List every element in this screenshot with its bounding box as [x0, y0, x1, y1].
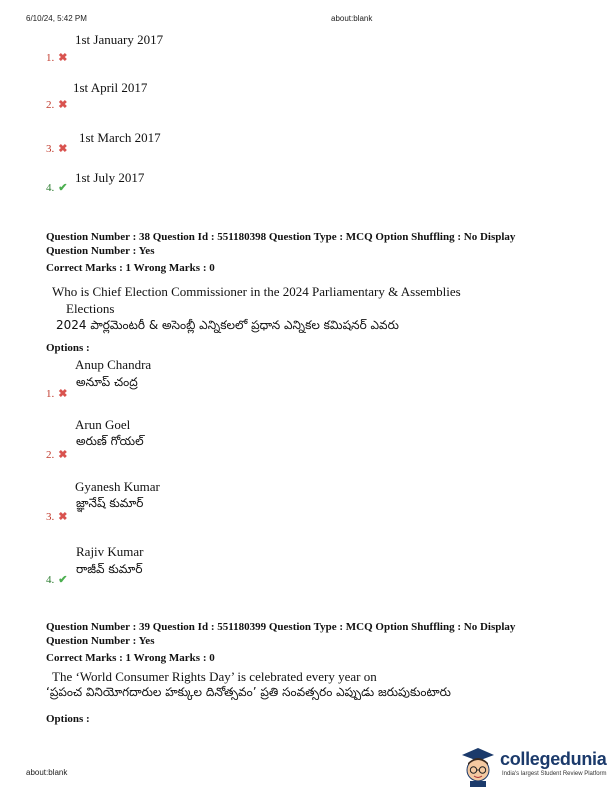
- prev-option-3-marker: [46, 139, 67, 157]
- q38-option-2-en: Arun Goel: [75, 417, 131, 432]
- cross-icon: ✖: [58, 449, 68, 461]
- student-mascot-icon: [458, 745, 498, 787]
- option-number: 2.: [46, 99, 55, 111]
- q38-option-3-en: Gyanesh Kumar: [75, 479, 160, 494]
- q38-option-3-te: జ్ఞానేష్ కుమార్: [76, 496, 144, 510]
- q38-meta-line3: Correct Marks : 1 Wrong Marks : 0: [46, 262, 215, 274]
- collegedunia-logo: [458, 745, 608, 787]
- q38-meta-line1: Question Number : 38 Question Id : 551180398 Question Type : MCQ Option Shuffling : No Display: [46, 231, 516, 243]
- prev-option-4-text: 1st July 2017: [75, 170, 145, 185]
- q38-text-en-1: Who is Chief Election Commissioner in the 2024 Parliamentary & Assemblies: [52, 284, 461, 299]
- option-number: 3.: [46, 143, 55, 155]
- print-datetime: 6/10/24, 5:42 PM: [26, 14, 87, 23]
- footer-url: about:blank: [26, 768, 68, 777]
- q38-text-te: 2024 పార్లమెంటరీ & అసెంబ్లీ ఎన్నికలలో ప్రధాన ఎన్నికల కమిషనర్ ఎవరు: [56, 318, 399, 332]
- option-number: 1.: [46, 388, 55, 400]
- q39-options-label: Options :: [46, 713, 90, 725]
- q38-option-4-te: రాజీవ్ కుమార్: [76, 562, 143, 576]
- q38-option-2-marker: [46, 445, 67, 463]
- prev-option-4-marker: [46, 178, 67, 196]
- q38-option-3-marker: [46, 507, 67, 525]
- option-number: 2.: [46, 449, 55, 461]
- q38-meta-line2: Question Number : Yes: [46, 245, 155, 257]
- q39-text-te: ‘ప్రపంచ వినియోగదారుల హక్కుల దినోత్సవం’ ప్రతి సంవత్సరం ఎప్పుడు జరుపుకుంటారు: [46, 685, 451, 699]
- q38-options-label: Options :: [46, 342, 90, 354]
- q39-meta-line1: Question Number : 39 Question Id : 551180399 Question Type : MCQ Option Shuffling : No Display: [46, 621, 516, 633]
- q38-option-1-marker: [46, 384, 67, 402]
- q38-meta: [46, 230, 515, 275]
- check-icon: ✔: [58, 182, 68, 194]
- q38-option-1-te: అనూప్ చంద్ర: [76, 375, 138, 389]
- cross-icon: ✖: [58, 388, 68, 400]
- q38-option-4-marker: [46, 570, 67, 588]
- cross-icon: ✖: [58, 99, 68, 111]
- q39-meta: [46, 620, 515, 665]
- q38-option-1-en: Anup Chandra: [75, 357, 152, 372]
- q38-option-2-te: అరుణ్ గోయల్: [76, 434, 144, 448]
- print-url: about:blank: [331, 14, 373, 23]
- prev-option-1-marker: [46, 48, 67, 66]
- check-icon: ✔: [58, 574, 68, 586]
- option-number: 4.: [46, 574, 55, 586]
- cross-icon: ✖: [58, 511, 68, 523]
- q39-meta-line3: Correct Marks : 1 Wrong Marks : 0: [46, 652, 215, 664]
- prev-option-2-text: 1st April 2017: [73, 80, 148, 95]
- logo-tagline: India's largest Student Review Platform: [502, 771, 607, 777]
- q39-text-en: The ‘World Consumer Rights Day’ is celebrated every year on: [52, 669, 377, 684]
- q38-text-en-2: Elections: [66, 301, 115, 316]
- option-number: 3.: [46, 511, 55, 523]
- cross-icon: ✖: [58, 52, 68, 64]
- cross-icon: ✖: [58, 143, 68, 155]
- q39-meta-line2: Question Number : Yes: [46, 635, 155, 647]
- q38-option-4-en: Rajiv Kumar: [76, 544, 144, 559]
- option-number: 1.: [46, 52, 55, 64]
- prev-option-1-text: 1st January 2017: [75, 32, 164, 47]
- logo-wordmark: collegedunia: [500, 749, 607, 769]
- prev-option-2-marker: [46, 95, 67, 113]
- option-number: 4.: [46, 182, 55, 194]
- prev-option-3-text: 1st March 2017: [79, 130, 161, 145]
